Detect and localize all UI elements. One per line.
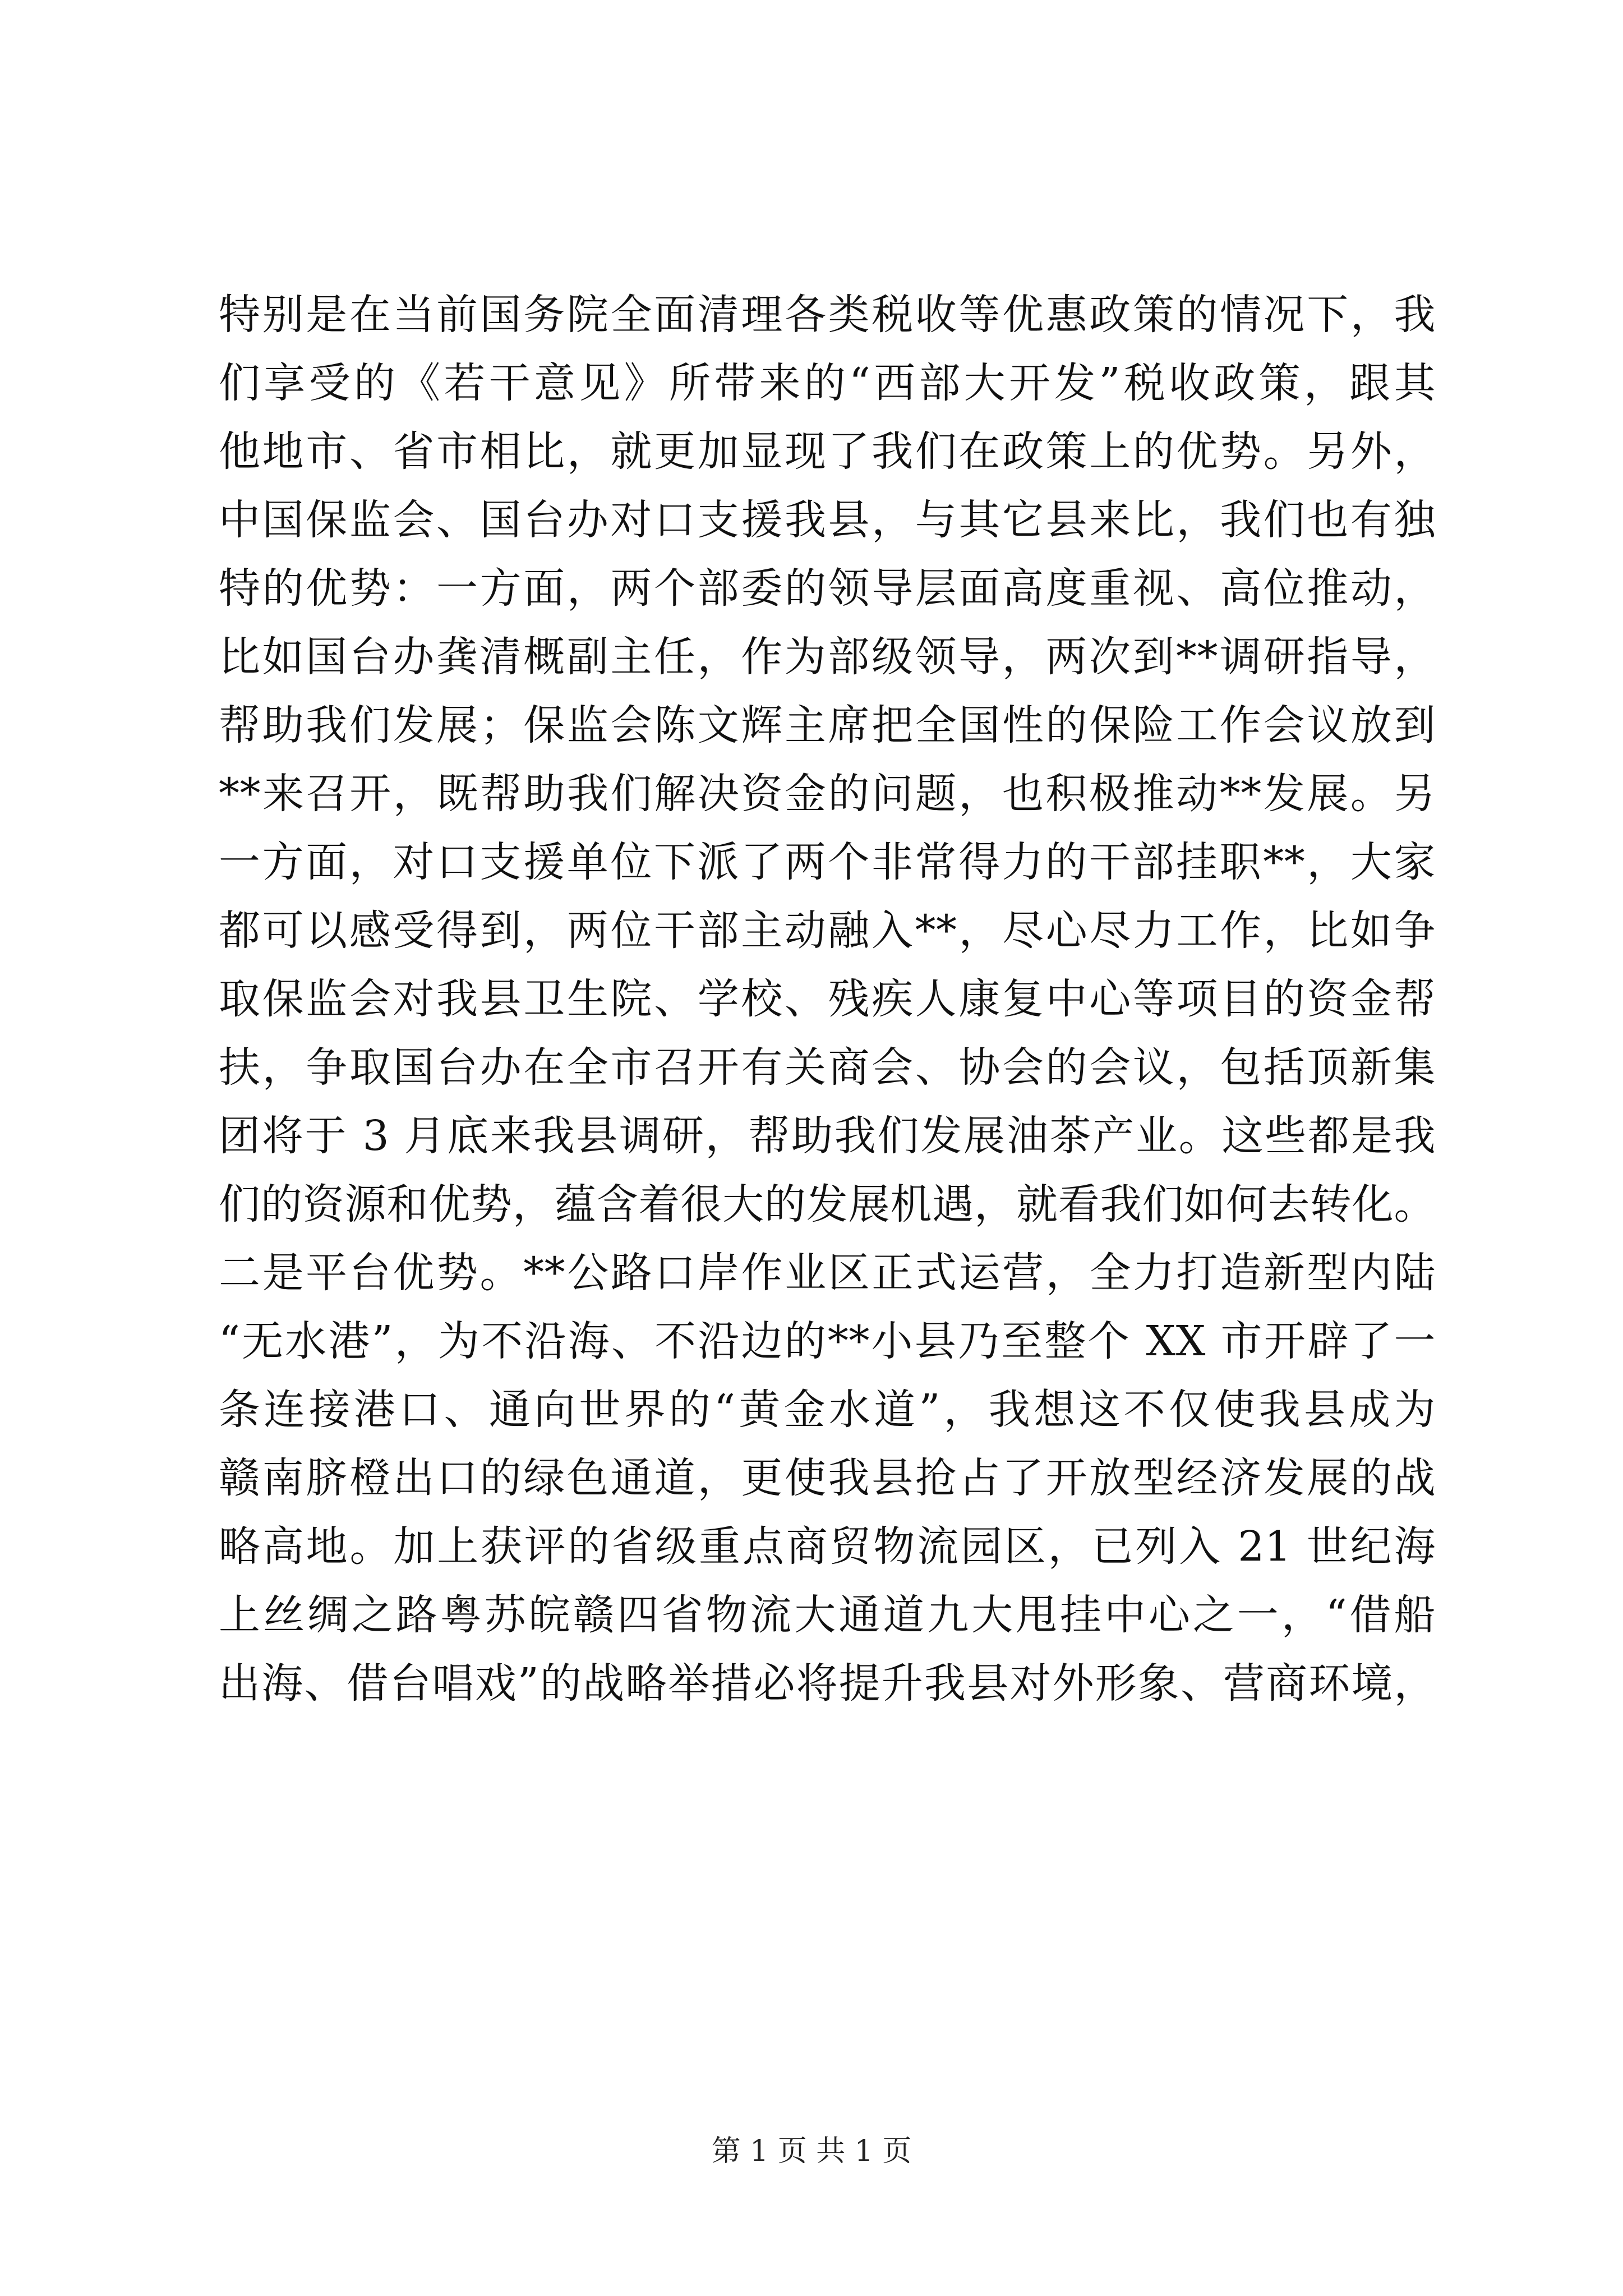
text-line: “无水港”，为不沿海、不沿边的**小县乃至整个 XX 市开辟了一	[219, 1317, 1436, 1365]
text-line: 帮助我们发展；保监会陈文辉主席把全国性的保险工作会议放到	[219, 701, 1436, 749]
text-line: 上丝绸之路粤苏皖赣四省物流大通道九大甩挂中心之一，“借船	[219, 1591, 1436, 1639]
text-line: 他地市、省市相比，就更加显现了我们在政策上的优势。另外，	[219, 427, 1436, 476]
body-text	[219, 280, 1436, 1718]
text-line: 比如国台办龚清概副主任，作为部级领导，两次到**调研指导，	[219, 633, 1436, 681]
text-line: 特别是在当前国务院全面清理各类税收等优惠政策的情况下，我	[219, 291, 1436, 339]
text-line: **来召开，既帮助我们解决资金的问题，也积极推动**发展。另	[219, 770, 1436, 818]
text-line: 一方面，对口支援单位下派了两个非常得力的干部挂职**，大家	[219, 838, 1436, 886]
text-line: 们享受的《若干意见》所带来的“西部大开发”税收政策，跟其	[219, 359, 1436, 407]
text-line: 扶，争取国台办在全市召开有关商会、协会的会议，包括顶新集	[219, 1043, 1436, 1092]
text-line: 出海、借台唱戏”的战略举措必将提升我县对外形象、营商环境，	[219, 1659, 1436, 1708]
text-line: 取保监会对我县卫生院、学校、残疾人康复中心等项目的资金帮	[219, 975, 1436, 1023]
text-line: 都可以感受得到，两位干部主动融入**，尽心尽力工作，比如争	[219, 907, 1436, 955]
text-line: 团将于 3 月底来我县调研，帮助我们发展油茶产业。这些都是我	[219, 1112, 1436, 1160]
text-line: 略高地。加上获评的省级重点商贸物流园区，已列入 21 世纪海	[219, 1522, 1436, 1571]
text-line: 特的优势：一方面，两个部委的领导层面高度重视、高位推动，	[219, 564, 1436, 613]
text-line: 赣南脐橙出口的绿色通道，更使我县抢占了开放型经济发展的战	[219, 1454, 1436, 1502]
text-line: 二是平台优势。**公路口岸作业区正式运营，全力打造新型内陆	[219, 1249, 1436, 1297]
page-number-footer: 第 1 页 共 1 页	[711, 2134, 912, 2168]
text-line: 中国保监会、国台办对口支援我县，与其它县来比，我们也有独	[219, 496, 1436, 544]
text-line: 们的资源和优势，蕴含着很大的发展机遇，就看我们如何去转化。	[219, 1180, 1436, 1228]
text-line: 条连接港口、通向世界的“黄金水道”，我想这不仅使我县成为	[219, 1386, 1436, 1434]
